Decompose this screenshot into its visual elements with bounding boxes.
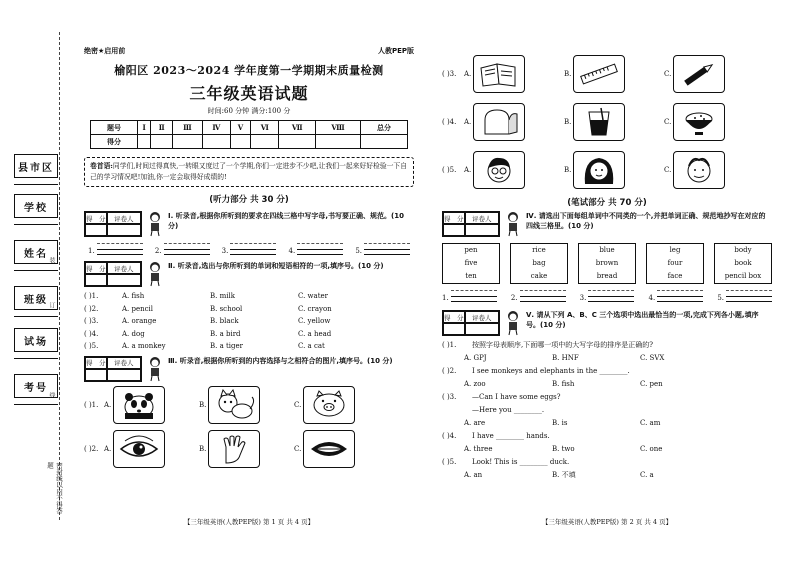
cat-icon xyxy=(212,389,256,421)
seal-notice: 密封线以内不得答题 xyxy=(46,462,63,514)
mcq-choices xyxy=(442,443,772,456)
score-cell[interactable] xyxy=(151,135,173,149)
answer-blank[interactable]: ( )4. xyxy=(442,432,457,440)
field-county-label: 县市区 xyxy=(14,154,58,178)
picture-option-a[interactable] xyxy=(104,430,199,468)
grader-score-label: 得 分 xyxy=(85,262,107,274)
option-letter: C. xyxy=(664,70,672,78)
field-room xyxy=(10,328,58,364)
grader-name-cell[interactable] xyxy=(107,369,141,381)
grader-name-cell[interactable] xyxy=(465,323,499,335)
panda-icon xyxy=(117,389,161,421)
option-c: C. water xyxy=(298,292,329,301)
mcq-stem: —Can I have some eggs? xyxy=(472,393,561,401)
score-header-cell: Ⅲ xyxy=(173,121,203,135)
answer-blank[interactable]: ( )3. xyxy=(84,317,99,326)
mcq-stem: 按照字母表顺序,下面哪一项中的大写字母的排序是正确的? xyxy=(472,341,653,349)
word-group xyxy=(578,243,636,284)
exam-title: 榆阳区 2023～2024 学年度第一学期期末质量检测 xyxy=(114,64,384,77)
picture-option-c[interactable] xyxy=(664,55,772,93)
score-header-cell: Ⅰ xyxy=(137,121,150,135)
option-c: C. crayon xyxy=(298,304,332,313)
option-b: B. black xyxy=(210,317,239,326)
option-a: A. pencil xyxy=(122,304,154,313)
word: five xyxy=(464,259,478,267)
writing-line-num: 3. xyxy=(221,247,229,255)
option-letter: B. xyxy=(199,444,207,453)
student-mascot-icon xyxy=(503,310,523,336)
writing-line[interactable] xyxy=(648,290,703,302)
answer-blank[interactable]: ( )2. xyxy=(84,444,99,453)
picture-option-c[interactable] xyxy=(664,151,772,189)
mcq-question xyxy=(442,430,772,443)
field-county xyxy=(10,154,58,190)
exam-meta: 时间:60 分钟 满分:100 分 xyxy=(207,107,291,115)
question-2 xyxy=(84,261,414,287)
man-face-icon xyxy=(677,154,721,186)
option-letter: A. xyxy=(464,70,472,78)
student-mascot-icon xyxy=(145,356,165,382)
word: cake xyxy=(530,272,548,280)
score-cell[interactable] xyxy=(137,135,150,149)
option-a: A. are xyxy=(464,419,486,427)
q2-options xyxy=(84,290,414,353)
score-table xyxy=(90,120,408,149)
bread-icon xyxy=(477,106,521,138)
grader-score-cell[interactable] xyxy=(443,224,465,236)
picture-option-b[interactable] xyxy=(564,55,664,93)
pen-icon xyxy=(677,58,721,90)
field-school-line[interactable] xyxy=(14,224,58,225)
word-group xyxy=(714,243,772,284)
writing-line-num: 4. xyxy=(648,294,656,302)
answer-blank[interactable]: ( )3. xyxy=(442,70,457,78)
page-2-footer: 【三年级英语(人教PEP版) 第 2 页 共 4 页】 xyxy=(541,518,673,526)
score-cell[interactable] xyxy=(230,135,250,149)
writing-line[interactable] xyxy=(88,243,143,255)
word-groups xyxy=(442,243,772,284)
score-cell[interactable] xyxy=(251,135,279,149)
answer-blank[interactable]: ( )2. xyxy=(84,304,99,313)
grader-box xyxy=(84,211,142,237)
pig-icon xyxy=(307,389,351,421)
score-header-cell: Ⅱ xyxy=(151,121,173,135)
option-c: C. a cat xyxy=(298,342,325,351)
word: face xyxy=(667,272,683,280)
option-b: B. a tiger xyxy=(210,342,244,351)
mcq-question xyxy=(442,339,772,352)
word-group xyxy=(646,243,704,284)
score-value-row xyxy=(91,135,408,149)
picture-row xyxy=(442,98,772,146)
writing-line[interactable] xyxy=(717,290,772,302)
option-c: C. a head xyxy=(298,329,332,338)
grader-score-label: 得 分 xyxy=(443,311,465,323)
option-letter: B. xyxy=(564,118,572,126)
option-a: A. zoo xyxy=(464,380,486,388)
writing-line[interactable] xyxy=(511,290,566,302)
book-icon xyxy=(477,58,521,90)
question-4-text: Ⅳ. 请选出下面每组单词中不同类的一个,并把单词正确、规范地抄写在对应的四线三格里。(10 分) xyxy=(526,212,766,230)
question-2-text: Ⅱ. 听录音,选出与你所听到的单词和短语相符的一项,填序号。(10 分) xyxy=(168,262,384,270)
option-b: B. a bird xyxy=(210,329,241,338)
grader-name-label: 评卷人 xyxy=(107,357,141,369)
question-4 xyxy=(442,211,772,237)
option-c: C. pen xyxy=(640,380,663,388)
grader-name-cell[interactable] xyxy=(107,224,141,236)
option-letter: A. xyxy=(464,166,472,174)
word: four xyxy=(667,259,683,267)
picture-option-a[interactable] xyxy=(464,55,564,93)
boy-face-icon xyxy=(477,154,521,186)
hand-icon xyxy=(212,433,256,465)
grader-score-cell[interactable] xyxy=(443,323,465,335)
score-cell[interactable] xyxy=(202,135,230,149)
mcq-question xyxy=(442,391,772,404)
option-b: B. milk xyxy=(210,292,235,301)
preface-text: 同学们,时间过得真快,一转眼又度过了一个学期,你们一定进步不少吧,让我们一起来好好检验一下自己的学习情况吧!加油,你一定会取得好成绩的! xyxy=(90,162,408,181)
field-class-label: 班级 xyxy=(14,286,58,310)
page-1 xyxy=(84,46,414,526)
grader-box xyxy=(84,356,142,382)
grader-name-label: 评卷人 xyxy=(465,212,499,224)
binding-strip xyxy=(6,32,63,520)
option-letter: A. xyxy=(464,118,472,126)
picture-option-b[interactable] xyxy=(564,151,664,189)
word-group xyxy=(442,243,500,284)
score-cell[interactable] xyxy=(360,135,407,149)
option-b: B. fish xyxy=(552,380,575,388)
option-a: A. fish xyxy=(122,292,145,301)
mcq-choices xyxy=(442,417,772,430)
grader-name-label: 评卷人 xyxy=(107,262,141,274)
option-row xyxy=(84,340,414,353)
writing-line-num: 5. xyxy=(355,247,362,255)
picture-option-b[interactable] xyxy=(564,103,664,141)
option-c: C. one xyxy=(640,445,663,453)
mcq-choices xyxy=(442,378,772,391)
option-letter: B. xyxy=(564,70,572,78)
score-header-cell: 总分 xyxy=(360,121,407,135)
student-mascot-icon xyxy=(145,211,165,237)
score-header-cell: 题号 xyxy=(91,121,138,135)
option-letter: C. xyxy=(294,400,302,409)
mcq-stem-2: —Here you ________. xyxy=(472,406,545,414)
option-letter: A. xyxy=(104,400,112,409)
fold-mark-zhuang: 装 xyxy=(48,257,55,263)
score-header-cell: Ⅶ xyxy=(279,121,316,135)
written-section-title: (笔试部分 共 70 分) xyxy=(567,198,647,208)
grader-score-cell[interactable] xyxy=(85,224,107,236)
writing-line[interactable] xyxy=(355,243,410,255)
score-header-cell: Ⅵ xyxy=(251,121,279,135)
option-c: C. yellow xyxy=(298,317,331,326)
rice-icon xyxy=(677,106,721,138)
word: rice xyxy=(532,246,546,254)
girl-face-icon xyxy=(577,154,621,186)
writing-line-num: 1. xyxy=(442,294,449,302)
writing-line[interactable] xyxy=(155,243,210,255)
field-id-label: 考号 xyxy=(14,374,58,398)
juice-icon xyxy=(577,106,621,138)
answer-blank[interactable]: ( )2. xyxy=(442,367,457,375)
answer-blank[interactable]: ( )5. xyxy=(442,166,457,174)
grader-name-cell[interactable] xyxy=(107,274,141,286)
grader-score-label: 得 分 xyxy=(443,212,465,224)
word: bread xyxy=(596,272,618,280)
writing-line[interactable] xyxy=(222,243,277,255)
mouth-icon xyxy=(307,433,351,465)
question-1 xyxy=(84,211,414,237)
mcq-question xyxy=(442,365,772,378)
question-3-text: Ⅲ. 听录音,根据你所听到的内容选择与之相符合的图片,填序号。(10 分) xyxy=(168,356,393,365)
student-mascot-icon xyxy=(503,211,523,237)
mcq-question-line2 xyxy=(442,404,772,417)
secret-label: 绝密★启用前 xyxy=(84,47,126,55)
picture-option-b[interactable] xyxy=(199,430,294,468)
word: bag xyxy=(532,259,546,267)
q4-writing-lines xyxy=(442,290,772,302)
option-letter: C. xyxy=(664,118,672,126)
option-b: B. school xyxy=(210,304,243,313)
option-c: C. a xyxy=(640,471,654,479)
answer-blank[interactable]: ( )5. xyxy=(442,458,457,466)
answer-blank[interactable]: ( )1. xyxy=(84,400,99,409)
score-header-cell: Ⅷ xyxy=(316,121,361,135)
preface-box xyxy=(84,157,414,187)
word: pen xyxy=(464,246,478,254)
picture-option-c[interactable] xyxy=(664,103,772,141)
score-cell[interactable] xyxy=(279,135,316,149)
option-row xyxy=(84,290,414,303)
picture-row xyxy=(442,50,772,98)
question-5 xyxy=(442,310,772,336)
field-room-label: 试场 xyxy=(14,328,58,352)
writing-line[interactable] xyxy=(442,290,497,302)
picture-option-a[interactable] xyxy=(104,386,199,424)
field-class-line[interactable] xyxy=(14,316,58,317)
writing-line-num: 2. xyxy=(154,247,162,255)
grader-name-label: 评卷人 xyxy=(107,212,141,224)
score-header-cell: Ⅴ xyxy=(230,121,250,135)
option-row xyxy=(84,328,414,341)
option-b: B. two xyxy=(552,445,575,453)
writing-line[interactable] xyxy=(580,290,635,302)
option-letter: B. xyxy=(199,400,207,409)
word: brown xyxy=(595,259,619,267)
mcq-list xyxy=(442,339,772,482)
edition-label: 人教PEP版 xyxy=(377,47,414,55)
option-row xyxy=(84,303,414,316)
writing-line-num: 4. xyxy=(288,247,296,255)
writing-line-num: 5. xyxy=(717,294,724,302)
word: pencil box xyxy=(724,272,762,280)
exam-subtitle: 三年级英语试题 xyxy=(189,84,309,103)
score-header-cell: Ⅳ xyxy=(202,121,230,135)
mcq-question xyxy=(442,456,772,469)
field-school xyxy=(10,194,58,230)
word: book xyxy=(734,259,752,267)
option-a: A. GPJ xyxy=(464,354,487,362)
header-line xyxy=(84,46,414,56)
option-a: A. an xyxy=(464,471,483,479)
option-letter: C. xyxy=(664,166,672,174)
writing-line-num: 3. xyxy=(579,294,587,302)
option-c: C. SVX xyxy=(640,354,665,362)
question-1-text: Ⅰ. 听录音,根据你所听到的要求在四线三格中写字母,书写要正确、规范。(10 分) xyxy=(168,212,404,230)
picture-row xyxy=(84,430,414,468)
page-2 xyxy=(442,50,772,530)
option-letter: C. xyxy=(294,444,302,453)
mcq-stem: I see monkeys and elephants in the ________. xyxy=(472,367,630,375)
question-5-text: Ⅴ. 请从下列 A、B、C 三个选项中选出最恰当的一项,完成下列各小题,填序号。(10 分) xyxy=(526,311,759,329)
option-b: B. is xyxy=(552,419,568,427)
listening-section-title: (听力部分 共 30 分) xyxy=(209,195,289,205)
field-name-line[interactable] xyxy=(14,270,58,271)
field-name-label: 姓名 xyxy=(14,240,58,264)
score-cell[interactable] xyxy=(316,135,361,149)
field-room-line[interactable] xyxy=(14,358,58,359)
score-cell[interactable] xyxy=(173,135,203,149)
grader-box xyxy=(442,211,500,237)
picture-row xyxy=(84,386,414,424)
field-school-label: 学校 xyxy=(14,194,58,218)
answer-blank[interactable]: ( )4. xyxy=(84,329,99,338)
field-id-line[interactable] xyxy=(14,404,58,405)
word: leg xyxy=(669,246,681,254)
mcq-stem: Look! This is ________ duck. xyxy=(472,458,570,466)
picture-option-a[interactable] xyxy=(464,103,564,141)
picture-row xyxy=(442,146,772,194)
option-letter: A. xyxy=(104,444,112,453)
option-a: A. dog xyxy=(122,329,145,338)
grader-score-cell[interactable] xyxy=(85,274,107,286)
answer-blank[interactable]: ( )1. xyxy=(442,341,457,349)
option-a: A. a monkey xyxy=(122,342,166,351)
mcq-choices xyxy=(442,469,772,482)
option-b: B. 不填 xyxy=(552,471,576,479)
fold-mark-ding: 订 xyxy=(48,302,55,308)
grader-name-cell[interactable] xyxy=(465,224,499,236)
grader-score-cell[interactable] xyxy=(85,369,107,381)
option-a: A. three xyxy=(464,445,493,453)
option-b: B. HNF xyxy=(552,354,579,362)
score-header-row xyxy=(91,121,408,135)
word: ten xyxy=(465,272,477,280)
grader-score-label: 得 分 xyxy=(85,212,107,224)
option-letter: B. xyxy=(564,166,572,174)
writing-line-num: 1. xyxy=(88,247,95,255)
picture-option-a[interactable] xyxy=(464,151,564,189)
answer-blank[interactable]: ( )5. xyxy=(84,342,99,351)
field-county-line[interactable] xyxy=(14,184,58,185)
picture-option-c[interactable] xyxy=(294,386,414,424)
mcq-choices xyxy=(442,352,772,365)
writing-line[interactable] xyxy=(288,243,343,255)
answer-blank[interactable]: ( )4. xyxy=(442,118,457,126)
word-group xyxy=(510,243,568,284)
option-row xyxy=(84,315,414,328)
option-a: A. orange xyxy=(122,317,157,326)
ruler-icon xyxy=(577,58,621,90)
grader-score-label: 得 分 xyxy=(85,357,107,369)
page-1-footer: 【三年级英语(人教PEP版) 第 1 页 共 4 页】 xyxy=(183,518,315,526)
preface-label: 卷首语: xyxy=(90,162,113,170)
option-c: C. am xyxy=(640,419,661,427)
answer-blank[interactable]: ( )1. xyxy=(84,292,99,301)
answer-blank[interactable]: ( )3. xyxy=(442,393,457,401)
student-mascot-icon xyxy=(145,261,165,287)
grader-box xyxy=(84,261,142,287)
picture-option-b[interactable] xyxy=(199,386,294,424)
q1-writing-lines xyxy=(84,243,414,255)
score-row-label: 得分 xyxy=(91,135,138,149)
grader-box xyxy=(442,310,500,336)
mcq-stem: I have ________ hands. xyxy=(472,432,550,440)
fold-mark-xian: 线 xyxy=(48,392,55,398)
grader-name-label: 评卷人 xyxy=(465,311,499,323)
writing-line-num: 2. xyxy=(510,294,518,302)
word: blue xyxy=(599,246,615,254)
question-3 xyxy=(84,356,414,382)
word: body xyxy=(734,246,752,254)
picture-option-c[interactable] xyxy=(294,430,414,468)
eye-icon xyxy=(117,433,161,465)
